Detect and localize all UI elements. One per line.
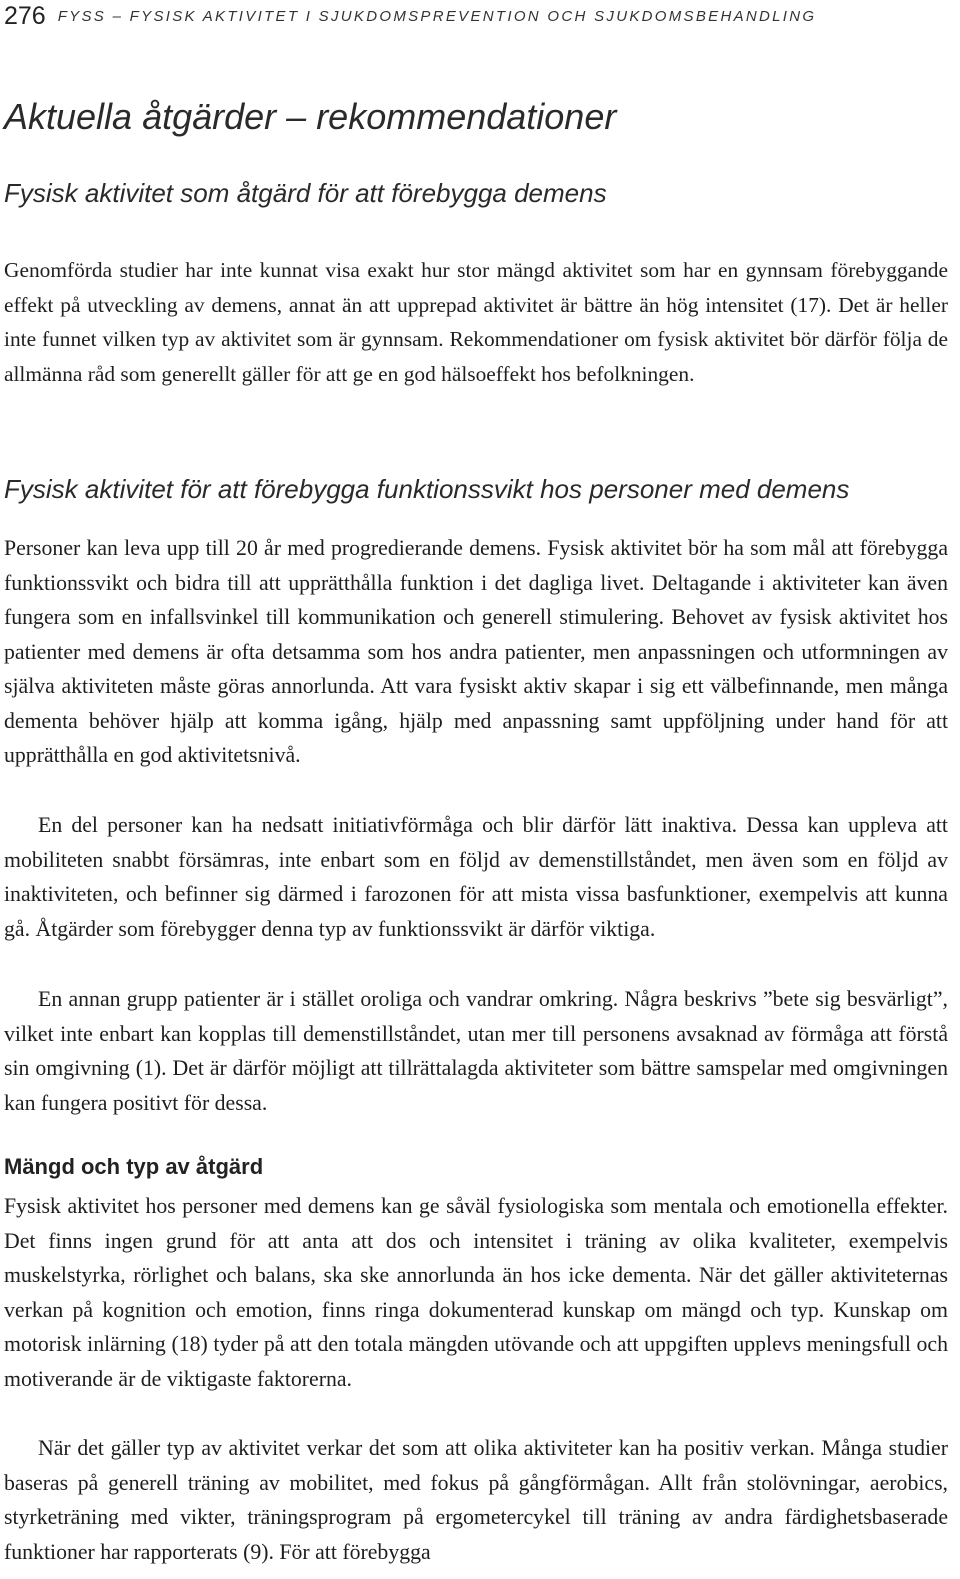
- body-paragraph: Personer kan leva upp till 20 år med progredierande demens. Fysisk aktivitet bör ha som mål att förebygga funktionssvikt och bidra till att upprätthålla funktion i det dagliga livet. Deltagande i aktiviteter kan även fungera som en infallsvinkel till kommunikation och generell stimulering. Behovet av fysisk aktivitet hos patienter med demens är ofta detsamma som hos andra patienter, men anpassningen och utformningen av själva aktiviteten måste göras annorlunda. Att vara fysiskt aktiv skapar i sig ett välbefinnande, men många dementa behöver hjälp att komma igång, hjälp med anpassning samt uppföljning under hand för att upprätthålla en god aktivitetsnivå.: [4, 536, 948, 767]
- body-paragraph: En del personer kan ha nedsatt initiativförmåga och blir därför lätt inaktiva. Dessa kan uppleva att mobiliteten snabbt försämras, inte enbart som en följd av demenstillståndet, men även som en följd av inaktiviteten, och befinner sig därmed i farozonen för att mista vissa basfunktioner, exempelvis att kunna gå. Åtgärder som förebygger denna typ av funktionssvikt är därför viktiga.: [4, 813, 948, 941]
- body-paragraph: Fysisk aktivitet hos personer med demens kan ge såväl fysiologiska som mentala och emotionella effekter. Det finns ingen grund för att anta att dos och intensitet i träning av olika kvaliteter, exempelvis muskelstyrka, rörlighet och balans, ska ske annorlunda än hos icke dementa. När det gäller aktiviteternas verkan på kognition och emotion, finns ringa dokumenterad kunskap om mängd och typ. Kunskap om motorisk inlärning (18) tyder på att den totala mängden utövande och att uppgiften upplevs meningsfull och motiverande är de viktigaste faktorerna.: [4, 1194, 948, 1391]
- body-paragraph: En annan grupp patienter är i stället oroliga och vandrar omkring. Några beskrivs ”bete sig besvärligt”, vilket inte enbart kan kopplas till demenstillståndet, utan mer till personens avsaknad av förmåga att förstå sin omgivning (1). Det är därför möjligt att tillrättalagda aktiviteter som bättre samspelar med omgivningen kan fungera positivt för dessa.: [4, 987, 948, 1115]
- page-number: 276: [4, 2, 46, 30]
- running-title: FYSS – FYSISK AKTIVITET I SJUKDOMSPREVENTION OCH SJUKDOMSBEHANDLING: [57, 8, 817, 25]
- body-paragraph: När det gäller typ av aktivitet verkar det som att olika aktiviteter kan ha positiv verkan. Många studier baseras på generell träning av mobilitet, med fokus på gångförmågan. Allt från stolövningar, aerobics, styrketräning med vikter, träningsprogram på ergometercykel till träning av andra färdighetsbaserade funktioner har rapporterats (9). För att förebygga: [4, 1436, 948, 1564]
- running-head: [4, 2, 816, 31]
- section-heading: Aktuella åtgärder – rekommendationer: [4, 96, 617, 137]
- subsection-heading-prevention: Fysisk aktivitet som åtgärd för att förebygga demens: [4, 178, 607, 208]
- subsection-heading-functional-decline: Fysisk aktivitet för att förebygga funktionssvikt hos personer med demens: [4, 474, 850, 504]
- subsection-heading-amount-and-type: Mängd och typ av åtgärd: [4, 1154, 264, 1179]
- body-paragraph: Genomförda studier har inte kunnat visa exakt hur stor mängd aktivitet som har en gynnsam förebyggande effekt på utveckling av demens, annat än att upprepad aktivitet är bättre än hög intensitet (17). Det är heller inte funnet vilken typ av aktivitet som är gynnsam. Rekommendationer om fysisk aktivitet bör därför följa de allmänna råd som generellt gäller för att ge en god hälsoeffekt hos befolkningen.: [4, 258, 948, 386]
